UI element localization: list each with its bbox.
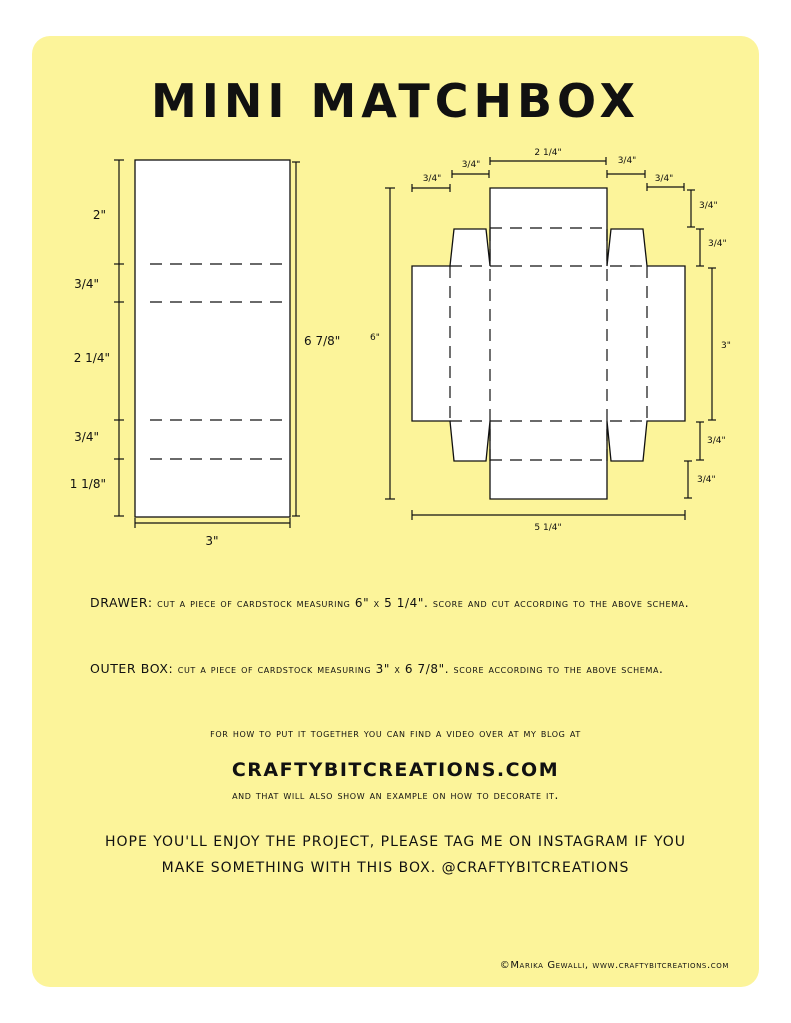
video-line: for how to put it together you can find a video over at my blog at (210, 726, 581, 740)
drawer-right-label-4: 3/4" (707, 436, 726, 446)
drawer-right-dimensions (684, 190, 716, 498)
drawer-top-label-1: 3/4" (422, 174, 442, 184)
hope-line-1: HOPE YOU'LL ENJOY THE PROJECT, PLEASE TAG ME ON INSTAGRAM IF YOU (104, 834, 687, 850)
outer-width-label: 3" (205, 534, 219, 548)
outer-box-width-dimension (135, 518, 290, 528)
page-title: MINI MATCHBOX (151, 74, 640, 128)
drawer-instructions-text: cut a piece of cardstock measuring 6" x 5 1/4". score and cut according to the above schema. (157, 596, 690, 610)
drawer-top-label-2: 3/4" (461, 160, 481, 170)
website-link[interactable]: CRAFTYBITCREATIONS.COM (231, 759, 560, 781)
drawer-template (370, 148, 731, 533)
outer-height-label: 6 7/8" (304, 334, 341, 348)
outer-side-label-3: 2 1/4" (73, 351, 110, 365)
outer-box-instructions-lead: OUTER BOX: (90, 661, 174, 676)
drawer-top-dimensions (412, 157, 684, 192)
drawer-top-label-4: 3/4" (617, 156, 637, 166)
drawer-top-label-3: 2 1/4" (534, 148, 562, 158)
drawer-instructions (90, 592, 730, 614)
outer-side-label-1: 2" (92, 208, 106, 222)
copyright-footer: ©Marika Gewalli, www.craftybitcreations.com (499, 960, 729, 971)
outer-side-label-2: 3/4" (74, 277, 99, 291)
drawer-height-dimension (385, 188, 395, 499)
hope-line-2: MAKE SOMETHING WITH THIS BOX. @CRAFTYBITCREATIONS (161, 860, 630, 876)
drawer-instructions-lead: DRAWER: (90, 595, 153, 610)
drawer-right-label-1: 3/4" (699, 201, 718, 211)
drawer-right-label-5: 3/4" (697, 475, 716, 485)
outer-box-template (70, 160, 341, 548)
drawer-height-label: 6" (370, 333, 380, 343)
drawer-width-dimension (412, 510, 685, 520)
drawer-right-label-2: 3/4" (708, 239, 727, 249)
outer-box-height-dimension (292, 162, 300, 516)
outer-box-side-dimensions (114, 160, 124, 516)
outer-box-instructions-text: cut a piece of cardstock measuring 3" x 6 7/8". score according to the above schema. (177, 662, 664, 676)
decorate-line: and that will also show an example on how to decorate it. (232, 788, 559, 802)
outer-side-label-5: 1 1/8" (69, 477, 106, 491)
drawer-right-label-3: 3" (721, 341, 731, 351)
drawer-top-label-5: 3/4" (654, 174, 674, 184)
outer-box-instructions (90, 658, 730, 680)
drawer-width-label: 5 1/4" (534, 523, 562, 533)
outer-side-label-4: 3/4" (74, 430, 99, 444)
